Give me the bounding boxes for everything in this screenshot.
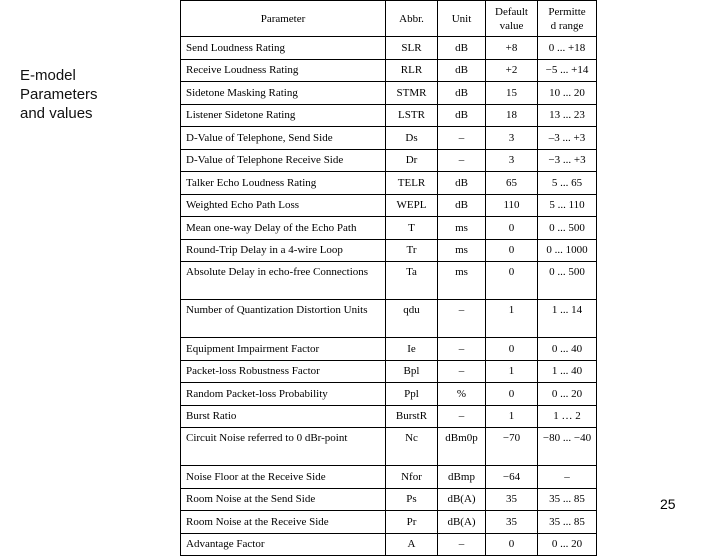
table-row xyxy=(181,217,597,240)
range-cell: 0 ... 500 xyxy=(538,262,597,300)
table-row xyxy=(181,262,597,300)
default-value-cell: 0 xyxy=(486,338,538,361)
default-value-cell: 0 xyxy=(486,383,538,406)
abbr-cell: Ps xyxy=(386,488,438,511)
abbr-cell: SLR xyxy=(386,37,438,60)
slide-title-line: and values xyxy=(20,105,93,122)
range-cell: – xyxy=(538,466,597,489)
parameter-cell: Noise Floor at the Receive Side xyxy=(181,466,386,489)
parameter-cell: Random Packet-loss Probability xyxy=(181,383,386,406)
abbr-cell: T xyxy=(386,217,438,240)
abbr-cell: Ta xyxy=(386,262,438,300)
table-row xyxy=(181,511,597,534)
default-value-cell: 0 xyxy=(486,217,538,240)
unit-cell: dBm0p xyxy=(438,428,486,466)
range-cell: 0 ... 500 xyxy=(538,217,597,240)
default-value-cell: 35 xyxy=(486,511,538,534)
default-value-cell: 3 xyxy=(486,127,538,150)
abbr-cell: Nc xyxy=(386,428,438,466)
range-cell: −80 ... −40 xyxy=(538,428,597,466)
parameter-cell: Advantage Factor xyxy=(181,533,386,556)
unit-cell: – xyxy=(438,405,486,428)
table-row xyxy=(181,338,597,361)
range-cell: 0 ... 1000 xyxy=(538,239,597,262)
range-cell: –3 ... +3 xyxy=(538,127,597,150)
abbr-cell: LSTR xyxy=(386,104,438,127)
default-value-cell: 35 xyxy=(486,488,538,511)
parameter-cell: Weighted Echo Path Loss xyxy=(181,194,386,217)
abbr-cell: Bpl xyxy=(386,360,438,383)
unit-cell: ms xyxy=(438,262,486,300)
range-cell: 35 ... 85 xyxy=(538,488,597,511)
range-cell: 0 ... +18 xyxy=(538,37,597,60)
parameter-cell: D-Value of Telephone, Send Side xyxy=(181,127,386,150)
default-value-cell: 1 xyxy=(486,300,538,338)
table-row xyxy=(181,360,597,383)
default-value-cell: 3 xyxy=(486,149,538,172)
parameter-cell: Talker Echo Loudness Rating xyxy=(181,172,386,195)
parameter-cell: Circuit Noise referred to 0 dBr-point xyxy=(181,428,386,466)
unit-cell: dB xyxy=(438,194,486,217)
unit-cell: dBmp xyxy=(438,466,486,489)
parameter-cell: Number of Quantization Distortion Units xyxy=(181,300,386,338)
table-row xyxy=(181,194,597,217)
range-cell: 5 ... 65 xyxy=(538,172,597,195)
parameter-cell: Burst Ratio xyxy=(181,405,386,428)
default-value-cell: 0 xyxy=(486,262,538,300)
unit-cell: dB(A) xyxy=(438,511,486,534)
default-value-cell: 0 xyxy=(486,239,538,262)
default-value-cell: +2 xyxy=(486,59,538,82)
unit-cell: – xyxy=(438,338,486,361)
default-value-cell: −70 xyxy=(486,428,538,466)
unit-cell: dB(A) xyxy=(438,488,486,511)
unit-cell: dB xyxy=(438,104,486,127)
page-number: 25 xyxy=(660,496,676,512)
column-header: Abbr. xyxy=(386,1,438,37)
abbr-cell: Tr xyxy=(386,239,438,262)
range-cell: 13 ... 23 xyxy=(538,104,597,127)
default-value-cell: 0 xyxy=(486,533,538,556)
default-value-cell: +8 xyxy=(486,37,538,60)
unit-cell: % xyxy=(438,383,486,406)
unit-cell: – xyxy=(438,149,486,172)
abbr-cell: RLR xyxy=(386,59,438,82)
unit-cell: – xyxy=(438,300,486,338)
unit-cell: dB xyxy=(438,82,486,105)
default-value-cell: 1 xyxy=(486,405,538,428)
column-header: Unit xyxy=(438,1,486,37)
range-cell: 0 ... 40 xyxy=(538,338,597,361)
column-header: Parameter xyxy=(181,1,386,37)
range-cell: 1 ... 14 xyxy=(538,300,597,338)
unit-cell: dB xyxy=(438,172,486,195)
default-value-cell: −64 xyxy=(486,466,538,489)
table-row xyxy=(181,59,597,82)
range-cell: 1 … 2 xyxy=(538,405,597,428)
abbr-cell: Dr xyxy=(386,149,438,172)
parameter-cell: Packet-loss Robustness Factor xyxy=(181,360,386,383)
column-header: Permitte d range xyxy=(538,1,597,37)
range-cell: 10 ... 20 xyxy=(538,82,597,105)
range-cell: 0 ... 20 xyxy=(538,383,597,406)
default-value-cell: 18 xyxy=(486,104,538,127)
table-row xyxy=(181,127,597,150)
column-header: Default value xyxy=(486,1,538,37)
range-cell: −5 ... +14 xyxy=(538,59,597,82)
parameter-cell: Equipment Impairment Factor xyxy=(181,338,386,361)
slide-title-line: E-model xyxy=(20,67,76,84)
parameter-cell: Round-Trip Delay in a 4-wire Loop xyxy=(181,239,386,262)
abbr-cell: Pr xyxy=(386,511,438,534)
unit-cell: ms xyxy=(438,217,486,240)
table-row xyxy=(181,533,597,556)
default-value-cell: 1 xyxy=(486,360,538,383)
parameters-table xyxy=(180,0,597,556)
abbr-cell: BurstR xyxy=(386,405,438,428)
abbr-cell: qdu xyxy=(386,300,438,338)
parameter-cell: Room Noise at the Send Side xyxy=(181,488,386,511)
abbr-cell: Ie xyxy=(386,338,438,361)
unit-cell: dB xyxy=(438,59,486,82)
unit-cell: – xyxy=(438,127,486,150)
default-value-cell: 15 xyxy=(486,82,538,105)
table-header-row xyxy=(181,1,597,37)
table-row xyxy=(181,488,597,511)
abbr-cell: Ds xyxy=(386,127,438,150)
range-cell: 35 ... 85 xyxy=(538,511,597,534)
parameter-cell: Listener Sidetone Rating xyxy=(181,104,386,127)
default-value-cell: 65 xyxy=(486,172,538,195)
table-row xyxy=(181,383,597,406)
table-row xyxy=(181,149,597,172)
table-row xyxy=(181,104,597,127)
parameter-cell: Receive Loudness Rating xyxy=(181,59,386,82)
abbr-cell: A xyxy=(386,533,438,556)
range-cell: −3 ... +3 xyxy=(538,149,597,172)
unit-cell: – xyxy=(438,533,486,556)
table-row xyxy=(181,300,597,338)
table-row xyxy=(181,428,597,466)
table-row xyxy=(181,466,597,489)
slide-title-line: Parameters xyxy=(20,86,98,103)
range-cell: 1 ... 40 xyxy=(538,360,597,383)
range-cell: 5 ... 110 xyxy=(538,194,597,217)
parameter-cell: D-Value of Telephone Receive Side xyxy=(181,149,386,172)
default-value-cell: 110 xyxy=(486,194,538,217)
parameter-cell: Sidetone Masking Rating xyxy=(181,82,386,105)
parameter-cell: Room Noise at the Receive Side xyxy=(181,511,386,534)
range-cell: 0 ... 20 xyxy=(538,533,597,556)
abbr-cell: STMR xyxy=(386,82,438,105)
table-row xyxy=(181,172,597,195)
abbr-cell: TELR xyxy=(386,172,438,195)
abbr-cell: WEPL xyxy=(386,194,438,217)
parameter-cell: Send Loudness Rating xyxy=(181,37,386,60)
slide-title xyxy=(20,66,98,123)
abbr-cell: Nfor xyxy=(386,466,438,489)
unit-cell: dB xyxy=(438,37,486,60)
table-row xyxy=(181,82,597,105)
table-row xyxy=(181,239,597,262)
parameter-cell: Absolute Delay in echo-free Connections xyxy=(181,262,386,300)
table-row xyxy=(181,405,597,428)
parameter-cell: Mean one-way Delay of the Echo Path xyxy=(181,217,386,240)
unit-cell: – xyxy=(438,360,486,383)
table-row xyxy=(181,37,597,60)
unit-cell: ms xyxy=(438,239,486,262)
abbr-cell: Ppl xyxy=(386,383,438,406)
